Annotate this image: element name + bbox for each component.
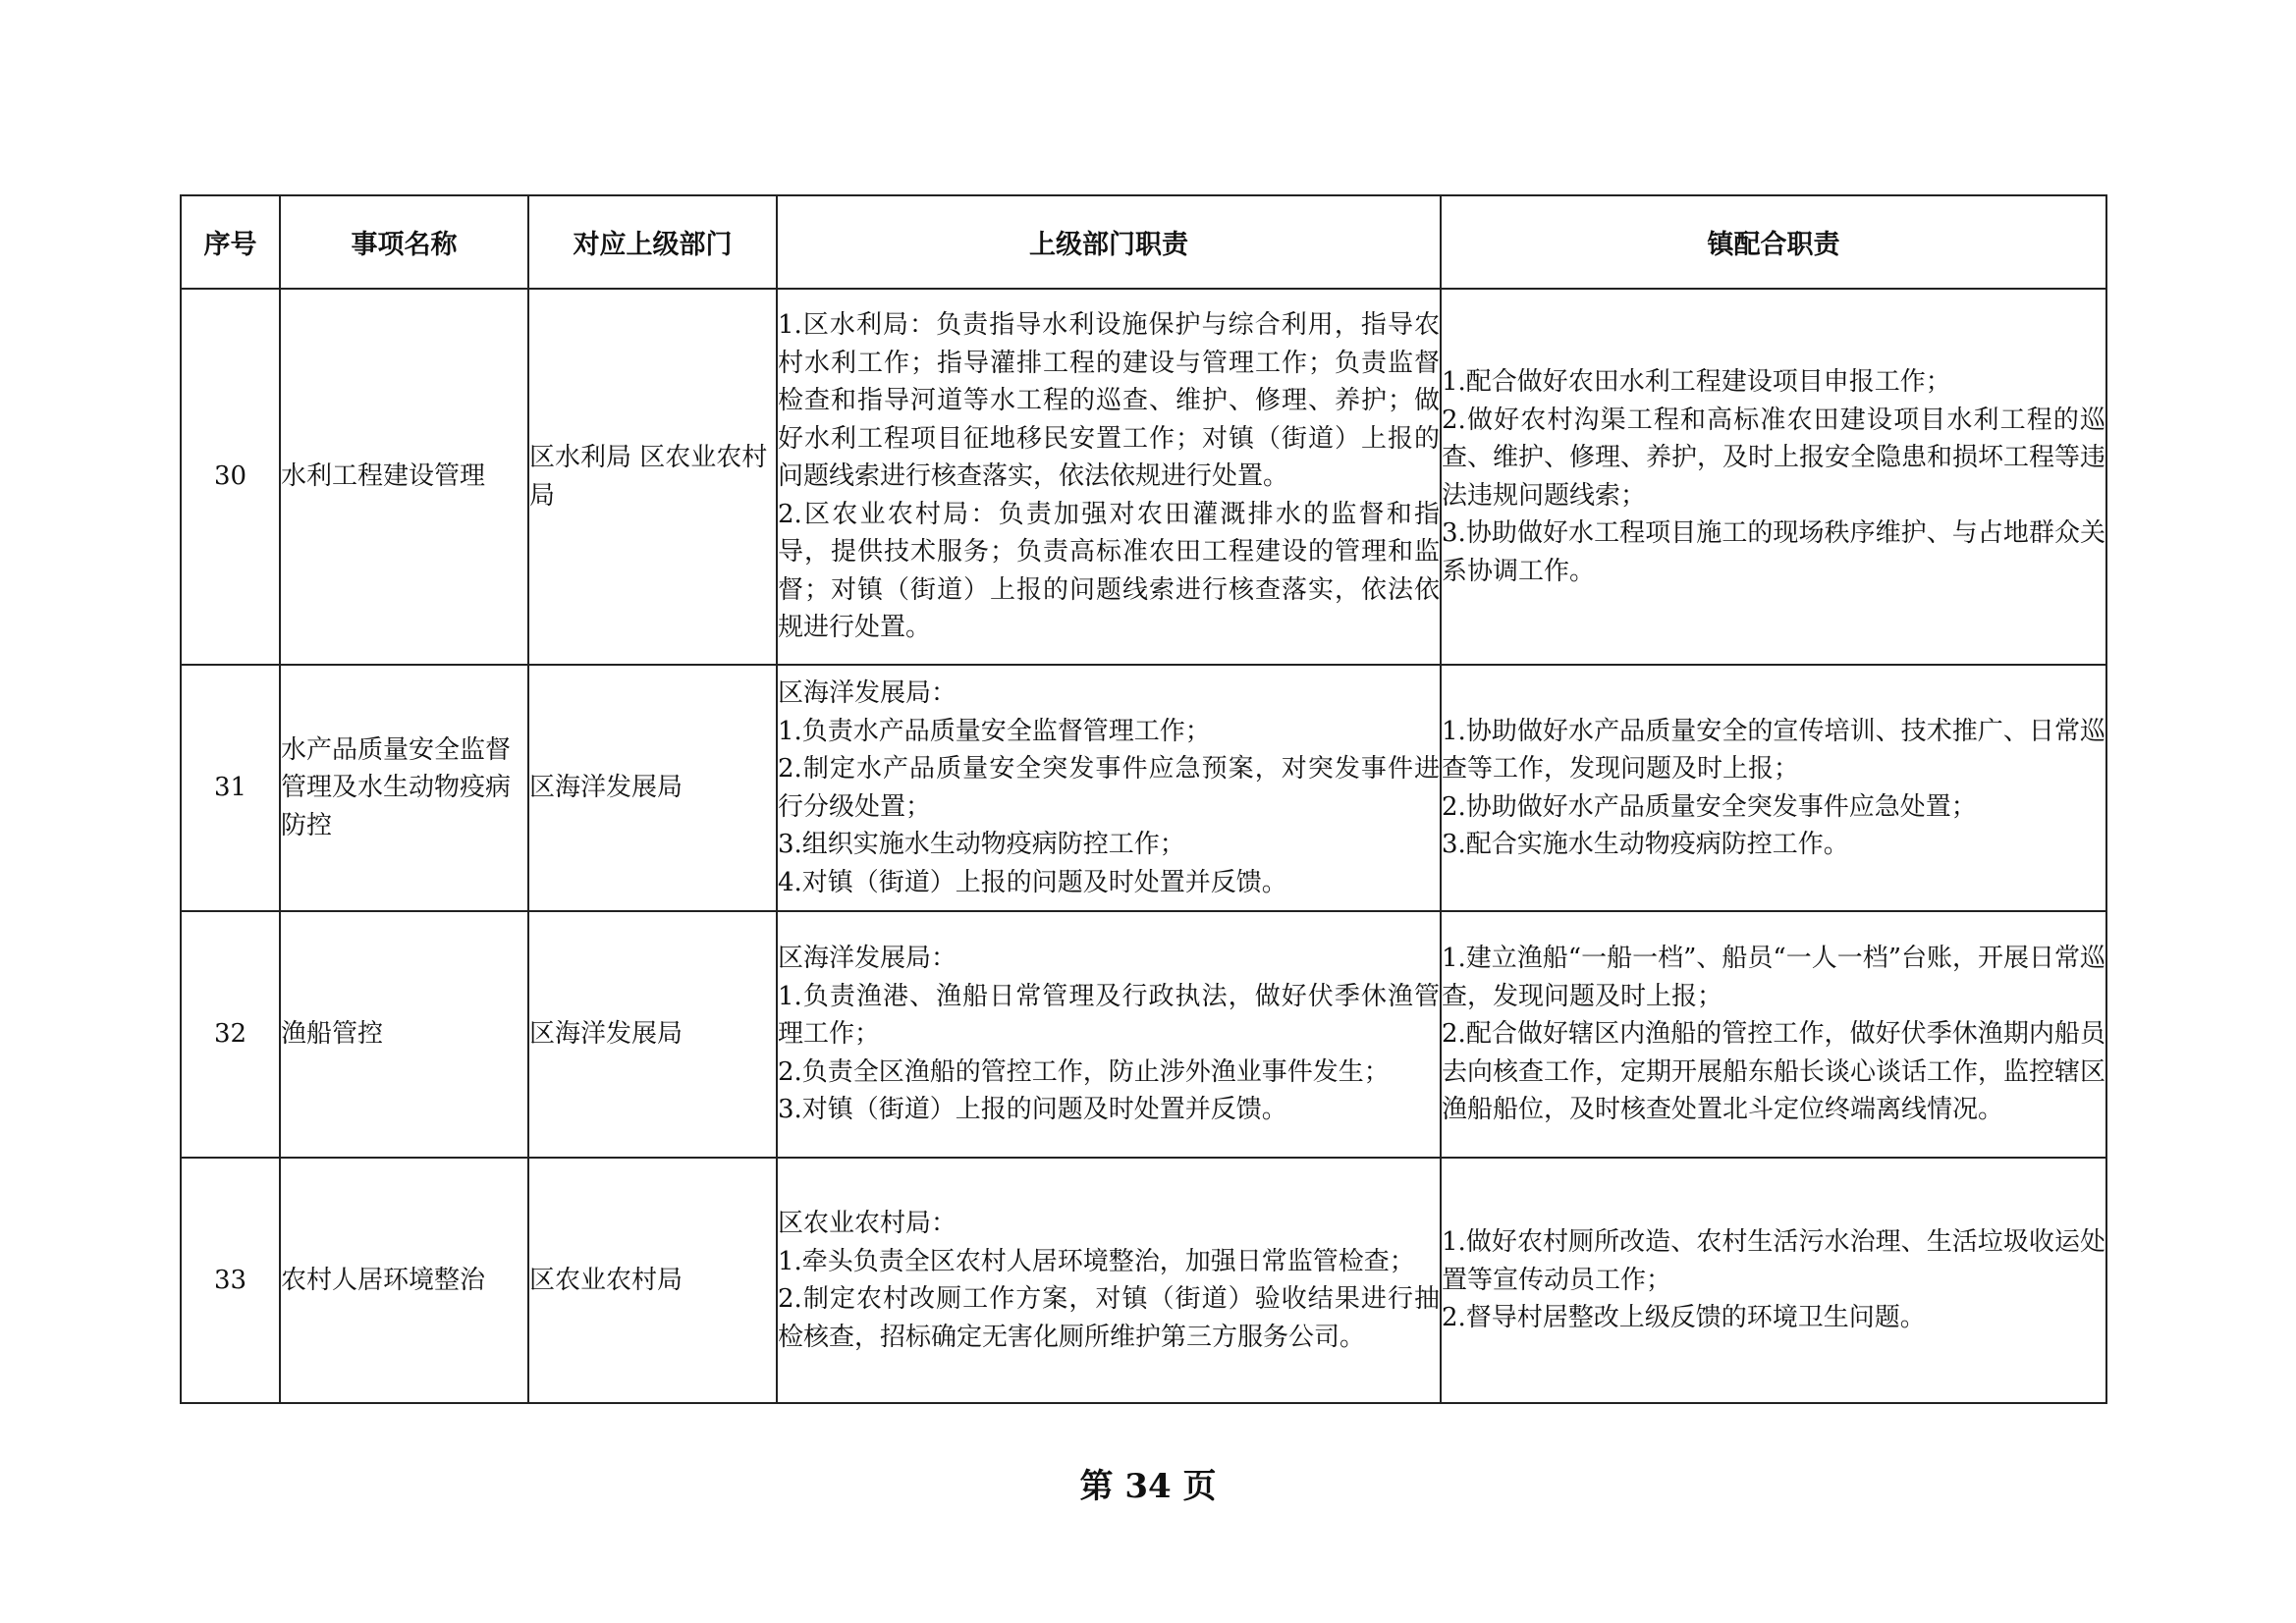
header-upper-dept: 对应上级部门 [528,195,777,289]
row-upper-duty [777,1158,1441,1403]
table-row [181,1158,2106,1403]
duty-line: 2.负责全区渔船的管控工作，防止涉外渔业事件发生； [778,1056,1390,1087]
header-town-duty: 镇配合职责 [1441,195,2106,289]
duty-line: 1.负责渔港、渔船日常管理及行政执法，做好伏季休渔管理工作； [778,981,1440,1050]
row-town-duty [1441,1158,2106,1403]
row-serial: 30 [181,289,280,665]
header-serial: 序号 [181,195,280,289]
duty-line: 2.协助做好水产品质量安全突发事件应急处置； [1442,791,1977,822]
duty-line: 3.对镇（街道）上报的问题及时处置并反馈。 [778,1095,1287,1125]
duty-line: 区海洋发展局： [778,944,957,974]
duty-line: 1.配合做好农田水利工程建设项目申报工作； [1442,367,1951,397]
row-item-name: 水产品质量安全监督管理及水生动物疫病防控 [280,665,528,911]
duty-line: 2.做好农村沟渠工程和高标准农田建设项目水利工程的巡查、维护、修理、养护，及时上报安全隐患和损坏工程等违法违规问题线索； [1442,405,2106,511]
row-serial: 32 [181,911,280,1158]
duty-line: 3.组织实施水生动物疫病防控工作； [778,830,1185,859]
page-number: 第 34 页 [1079,1467,1217,1506]
row-upper-duty [777,911,1441,1158]
row-town-duty [1441,911,2106,1158]
duty-line: 1.牵头负责全区农村人居环境整治，加强日常监管检查； [778,1246,1415,1276]
duty-line: 2.区农业农村局：负责加强对农田灌溉排水的监督和指导，提供技术服务；负责高标准农田工程建设的管理和监督；对镇（街道）上报的问题线索进行核查落实，依法依规进行处置。 [778,499,1440,643]
duty-line: 2.配合做好辖区内渔船的管控工作，做好伏季休渔期内船员去向核查工作，定期开展船东船长谈心谈话工作，监控辖区渔船船位，及时核查处置北斗定位终端离线情况。 [1442,1019,2106,1125]
duty-line: 3.配合实施水生动物疫病防控工作。 [1442,830,1849,859]
table-row [181,289,2106,665]
row-town-duty [1441,665,2106,911]
duty-line: 3.协助做好水工程项目施工的现场秩序维护、与占地群众关系协调工作。 [1442,518,2105,586]
row-serial: 33 [181,1158,280,1403]
row-upper-dept: 区水利局 区农业农村局 [528,289,777,665]
duty-line: 1.做好农村厕所改造、农村生活污水治理、生活垃圾收运处置等宣传动员工作； [1442,1227,2105,1295]
duty-line: 2.制定水产品质量安全突发事件应急预案，对突发事件进行分级处置； [778,754,1440,822]
row-item-name: 水利工程建设管理 [280,289,528,665]
row-upper-duty [777,289,1441,665]
duty-line: 2.制定农村改厕工作方案，对镇（街道）验收结果进行抽检核查，招标确定无害化厕所维护第三方服务公司。 [778,1284,1440,1352]
header-item-name: 事项名称 [280,195,528,289]
duty-line: 区农业农村局： [778,1209,957,1238]
row-upper-dept: 区农业农村局 [528,1158,777,1403]
duty-line: 2.督导村居整改上级反馈的环境卫生问题。 [1442,1303,1926,1333]
duty-line: 1.负责水产品质量安全监督管理工作； [778,716,1211,746]
duty-line: 1.建立渔船“一船一档”、船员“一人一档”台账，开展日常巡查，发现问题及时上报； [1442,944,2105,1011]
row-upper-dept: 区海洋发展局 [528,665,777,911]
duty-line: 1.区水利局：负责指导水利设施保护与综合利用，指导农村水利工作；指导灌排工程的建设与管理工作；负责监督检查和指导河道等水工程的巡查、维护、修理、养护；做好水利工程项目征地移民安置工作；对镇（街道）上报的问题线索进行核查落实，依法依规进行处置。 [778,310,1440,492]
header-upper-duty: 上级部门职责 [777,195,1441,289]
row-serial: 31 [181,665,280,911]
responsibility-table [180,194,2107,1404]
row-town-duty [1441,289,2106,665]
duty-line: 4.对镇（街道）上报的问题及时处置并反馈。 [778,867,1287,897]
row-item-name: 渔船管控 [280,911,528,1158]
table-row [181,911,2106,1158]
row-upper-duty [777,665,1441,911]
duty-line: 区海洋发展局： [778,678,957,708]
table-header-row [181,195,2106,289]
duty-line: 1.协助做好水产品质量安全的宣传培训、技术推广、日常巡查等工作，发现问题及时上报； [1442,716,2105,784]
row-upper-dept: 区海洋发展局 [528,911,777,1158]
table-row [181,665,2106,911]
row-item-name: 农村人居环境整治 [280,1158,528,1403]
